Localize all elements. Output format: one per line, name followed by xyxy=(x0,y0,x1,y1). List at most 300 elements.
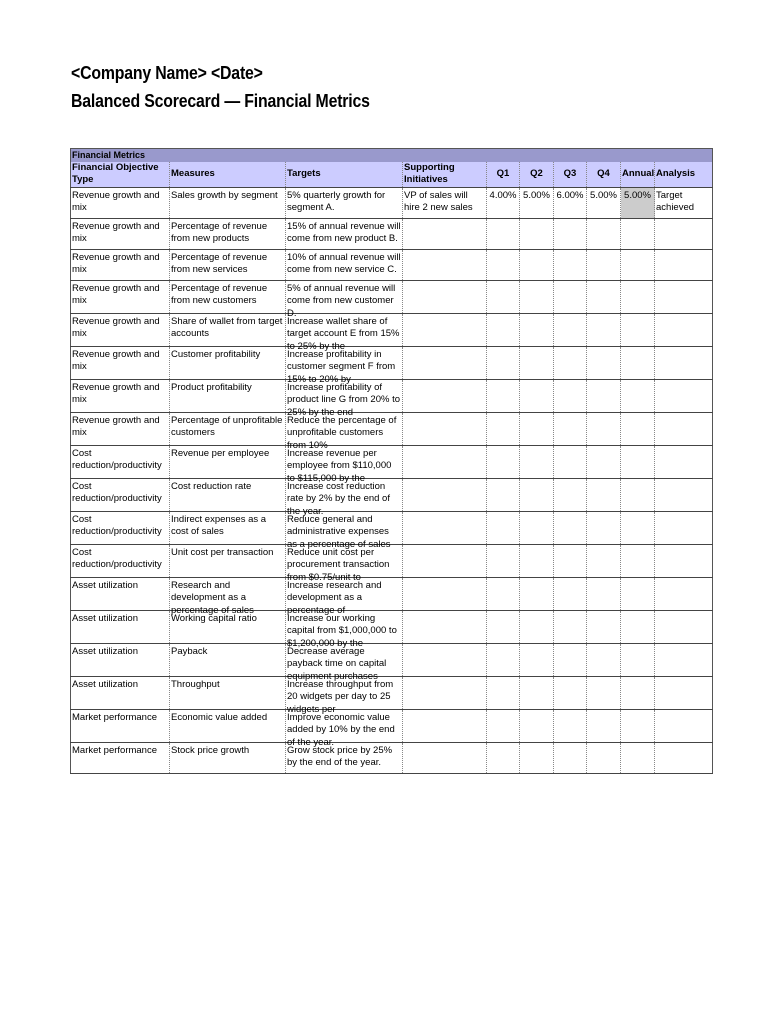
objective-type-cell[interactable] xyxy=(71,249,170,280)
q4-cell[interactable] xyxy=(587,610,621,643)
q3-cell[interactable] xyxy=(554,577,587,610)
target-cell[interactable] xyxy=(286,676,403,715)
analysis-cell[interactable] xyxy=(655,187,713,218)
measure-cell-text: Research and development as a percentage of sales xyxy=(171,579,254,616)
q1-cell-text xyxy=(488,644,518,646)
q1-cell-text xyxy=(488,512,518,514)
q3-cell[interactable] xyxy=(554,544,587,577)
q2-cell[interactable] xyxy=(520,478,554,511)
q1-cell[interactable] xyxy=(487,346,520,379)
annual-cell-text xyxy=(622,281,653,283)
analysis-cell[interactable] xyxy=(655,412,713,445)
q1-cell[interactable] xyxy=(487,280,520,313)
q4-cell[interactable] xyxy=(587,249,621,280)
q2-cell[interactable] xyxy=(520,346,554,379)
target-cell[interactable] xyxy=(286,610,403,649)
annual-cell[interactable] xyxy=(621,478,655,511)
q4-cell[interactable] xyxy=(587,313,621,346)
q2-cell[interactable] xyxy=(520,249,554,280)
header-q1[interactable]: Q1 xyxy=(487,162,520,188)
objective-type-cell[interactable] xyxy=(71,610,170,643)
target-cell-text: Grow stock price by 25% by the end of the year. xyxy=(287,744,393,768)
q1-cell-text xyxy=(488,611,518,613)
objective-type-cell-text: Market performance xyxy=(72,711,158,723)
annual-cell[interactable] xyxy=(621,511,655,544)
initiative-cell[interactable] xyxy=(403,313,487,346)
analysis-cell-text xyxy=(656,644,711,646)
objective-type-cell[interactable] xyxy=(71,709,170,742)
target-cell[interactable] xyxy=(286,346,403,385)
q2-cell[interactable] xyxy=(520,709,554,742)
q3-cell[interactable] xyxy=(554,643,587,676)
analysis-cell[interactable] xyxy=(655,313,713,346)
initiative-cell[interactable] xyxy=(403,643,487,676)
q3-cell-text xyxy=(555,578,585,580)
objective-type-cell[interactable] xyxy=(71,445,170,478)
target-cell-text: 5% quarterly growth for segment A. xyxy=(287,189,386,213)
q1-cell[interactable] xyxy=(487,249,520,280)
measure-cell-text: Stock price growth xyxy=(171,744,250,756)
q2-cell[interactable] xyxy=(520,187,554,218)
q3-cell[interactable] xyxy=(554,218,587,249)
q2-cell[interactable] xyxy=(520,742,554,773)
initiative-cell[interactable] xyxy=(403,280,487,313)
q4-cell[interactable] xyxy=(587,643,621,676)
q3-cell-text xyxy=(555,446,585,448)
q4-cell[interactable] xyxy=(587,577,621,610)
q2-cell[interactable] xyxy=(520,379,554,412)
target-cell[interactable] xyxy=(286,187,403,218)
analysis-cell[interactable] xyxy=(655,544,713,577)
annual-cell[interactable] xyxy=(621,379,655,412)
q1-cell[interactable] xyxy=(487,643,520,676)
q1-cell-text xyxy=(488,743,518,745)
analysis-cell[interactable] xyxy=(655,742,713,773)
initiative-cell[interactable] xyxy=(403,709,487,742)
analysis-cell-text xyxy=(656,250,711,252)
q2-cell-text xyxy=(521,578,552,580)
q3-cell[interactable] xyxy=(554,346,587,379)
column-header-row xyxy=(71,162,713,188)
measure-cell[interactable] xyxy=(170,249,286,280)
target-cell[interactable] xyxy=(286,445,403,484)
measure-cell[interactable] xyxy=(170,577,286,616)
q4-cell-text xyxy=(588,347,619,349)
analysis-cell[interactable] xyxy=(655,249,713,280)
target-cell-text: Improve economic value added by 10% by the end of the year. xyxy=(287,711,395,748)
q1-cell[interactable] xyxy=(487,379,520,412)
target-cell[interactable] xyxy=(286,577,403,616)
analysis-cell[interactable] xyxy=(655,643,713,676)
initiative-cell[interactable] xyxy=(403,218,487,249)
q3-cell[interactable] xyxy=(554,610,587,643)
target-cell[interactable] xyxy=(286,742,403,773)
table-row xyxy=(71,412,713,445)
q3-cell[interactable] xyxy=(554,511,587,544)
initiative-cell-text xyxy=(404,446,485,448)
target-cell[interactable] xyxy=(286,478,403,517)
objective-type-cell[interactable] xyxy=(71,478,170,511)
q3-cell-text xyxy=(555,250,585,252)
annual-cell[interactable] xyxy=(621,249,655,280)
header-supporting-initiatives[interactable]: Supporting Initiatives xyxy=(403,162,487,188)
q4-cell[interactable] xyxy=(587,478,621,511)
analysis-cell[interactable] xyxy=(655,280,713,313)
table-row xyxy=(71,187,713,218)
target-cell-text: Increase wallet share of target account E from 15% to 25% by the xyxy=(287,315,400,352)
initiative-cell[interactable] xyxy=(403,742,487,773)
objective-type-cell-text: Market performance xyxy=(72,744,158,756)
objective-type-cell[interactable] xyxy=(71,412,170,445)
objective-type-cell[interactable] xyxy=(71,511,170,544)
measure-cell[interactable] xyxy=(170,445,286,478)
header-q2[interactable]: Q2 xyxy=(520,162,554,188)
table-row xyxy=(71,249,713,280)
measure-cell-text: Unit cost per transaction xyxy=(171,546,274,558)
analysis-cell-text xyxy=(656,380,711,382)
q4-cell-text xyxy=(588,611,619,613)
analysis-cell[interactable] xyxy=(655,478,713,511)
target-cell[interactable] xyxy=(286,313,403,352)
q4-cell[interactable] xyxy=(587,742,621,773)
q1-cell[interactable] xyxy=(487,676,520,709)
annual-cell-text xyxy=(622,677,653,679)
analysis-cell[interactable] xyxy=(655,577,713,610)
q1-cell[interactable] xyxy=(487,313,520,346)
objective-type-cell[interactable] xyxy=(71,187,170,218)
initiative-cell[interactable] xyxy=(403,544,487,577)
initiative-cell-text xyxy=(404,743,485,745)
q1-cell[interactable] xyxy=(487,577,520,610)
header-analysis[interactable]: Analysis xyxy=(655,162,713,188)
q3-cell[interactable] xyxy=(554,445,587,478)
target-cell-text: Increase revenue per employee from $110,000 to $115,000 by the xyxy=(287,447,392,484)
measure-cell[interactable] xyxy=(170,676,286,709)
header-q3[interactable]: Q3 xyxy=(554,162,587,188)
target-cell[interactable] xyxy=(286,379,403,418)
q2-cell-text xyxy=(521,743,552,745)
measure-cell[interactable] xyxy=(170,610,286,643)
q2-cell[interactable] xyxy=(520,280,554,313)
q2-cell-text xyxy=(521,250,552,252)
q3-cell-text xyxy=(555,545,585,547)
annual-cell-text xyxy=(622,611,653,613)
analysis-cell[interactable] xyxy=(655,445,713,478)
annual-cell[interactable] xyxy=(621,544,655,577)
analysis-cell[interactable] xyxy=(655,218,713,249)
q4-cell[interactable] xyxy=(587,445,621,478)
q3-cell[interactable] xyxy=(554,478,587,511)
measure-cell-text: Share of wallet from target accounts xyxy=(171,315,283,339)
q1-cell[interactable] xyxy=(487,511,520,544)
q2-cell[interactable] xyxy=(520,577,554,610)
annual-cell-text xyxy=(622,250,653,252)
measure-cell[interactable] xyxy=(170,379,286,412)
q1-cell-text xyxy=(488,479,518,481)
header-q4[interactable]: Q4 xyxy=(587,162,621,188)
q3-cell-text xyxy=(555,710,585,712)
objective-type-cell[interactable] xyxy=(71,379,170,412)
annual-cell[interactable] xyxy=(621,610,655,643)
q1-cell[interactable] xyxy=(487,445,520,478)
objective-type-cell[interactable] xyxy=(71,742,170,773)
q1-cell[interactable] xyxy=(487,218,520,249)
q4-cell-text xyxy=(588,479,619,481)
q1-cell[interactable] xyxy=(487,187,520,218)
measure-cell[interactable] xyxy=(170,742,286,773)
table-row xyxy=(71,478,713,511)
q2-cell-text xyxy=(521,446,552,448)
objective-type-cell[interactable] xyxy=(71,346,170,379)
annual-cell[interactable] xyxy=(621,709,655,742)
table-row xyxy=(71,280,713,313)
annual-cell[interactable] xyxy=(621,445,655,478)
q4-cell-text xyxy=(588,710,619,712)
q4-cell-text xyxy=(588,314,619,316)
annual-cell[interactable] xyxy=(621,742,655,773)
measure-cell[interactable] xyxy=(170,346,286,379)
target-cell[interactable] xyxy=(286,218,403,249)
q3-cell-text xyxy=(555,314,585,316)
target-cell[interactable] xyxy=(286,280,403,319)
q2-cell[interactable] xyxy=(520,412,554,445)
initiative-cell[interactable] xyxy=(403,511,487,544)
initiative-cell[interactable] xyxy=(403,478,487,511)
q3-cell-text xyxy=(555,743,585,745)
q1-cell-text xyxy=(488,314,518,316)
target-cell-text: Increase profitability of product line G from 20% to 25% by the end xyxy=(287,381,400,418)
q2-cell[interactable] xyxy=(520,218,554,249)
annual-cell-text xyxy=(622,413,653,415)
q1-cell[interactable] xyxy=(487,544,520,577)
q3-cell[interactable] xyxy=(554,313,587,346)
measure-cell[interactable] xyxy=(170,544,286,577)
target-cell[interactable] xyxy=(286,412,403,451)
initiative-cell[interactable] xyxy=(403,676,487,709)
measure-cell[interactable] xyxy=(170,313,286,346)
analysis-cell-text xyxy=(656,743,711,745)
objective-type-cell[interactable] xyxy=(71,280,170,313)
measure-cell[interactable] xyxy=(170,478,286,511)
initiative-cell-text xyxy=(404,677,485,679)
q3-cell-text xyxy=(555,347,585,349)
q2-cell[interactable] xyxy=(520,445,554,478)
analysis-cell[interactable] xyxy=(655,676,713,709)
q1-cell-text xyxy=(488,578,518,580)
annual-cell[interactable] xyxy=(621,346,655,379)
q2-cell-text xyxy=(521,314,552,316)
header-annual[interactable]: Annual xyxy=(621,162,655,188)
q2-cell[interactable] xyxy=(520,610,554,643)
q4-cell-text xyxy=(588,446,619,448)
initiative-cell-text xyxy=(404,347,485,349)
q2-cell[interactable] xyxy=(520,643,554,676)
objective-type-cell[interactable] xyxy=(71,544,170,577)
annual-cell-text xyxy=(622,446,653,448)
annual-cell[interactable] xyxy=(621,412,655,445)
objective-type-cell-text: Cost reduction/productivity xyxy=(72,447,162,471)
target-cell-text: Decrease average payback time on capital equipment purchases xyxy=(287,645,387,682)
initiative-cell[interactable] xyxy=(403,187,487,218)
measure-cell-text: Percentage of unprofitable customers xyxy=(171,414,283,438)
objective-type-cell[interactable] xyxy=(71,676,170,709)
scorecard-title: Balanced Scorecard — Financial Metrics xyxy=(71,91,370,111)
header-objective-type[interactable]: Financial Objective Type xyxy=(71,162,170,188)
q3-cell[interactable] xyxy=(554,412,587,445)
objective-type-cell[interactable] xyxy=(71,577,170,610)
q4-cell[interactable] xyxy=(587,412,621,445)
initiative-cell[interactable] xyxy=(403,577,487,610)
section-label[interactable]: Financial Metrics xyxy=(71,149,713,162)
table-row xyxy=(71,313,713,346)
initiative-cell[interactable] xyxy=(403,249,487,280)
table-row xyxy=(71,544,713,577)
q3-cell[interactable] xyxy=(554,676,587,709)
target-cell-text: Increase cost reduction rate by 2% by the end of the year. xyxy=(287,480,390,517)
initiative-cell[interactable] xyxy=(403,346,487,379)
measure-cell[interactable] xyxy=(170,412,286,445)
q2-cell[interactable] xyxy=(520,313,554,346)
q2-cell-text xyxy=(521,611,552,613)
analysis-cell-text xyxy=(656,413,711,415)
objective-type-cell[interactable] xyxy=(71,643,170,676)
target-cell[interactable] xyxy=(286,709,403,748)
q3-cell-text xyxy=(555,479,585,481)
annual-cell-text xyxy=(622,314,653,316)
q1-cell-text xyxy=(488,380,518,382)
analysis-cell[interactable] xyxy=(655,346,713,379)
objective-type-cell-text: Asset utilization xyxy=(72,612,139,624)
q1-cell-text xyxy=(488,677,518,679)
q3-cell[interactable] xyxy=(554,280,587,313)
q3-cell-text xyxy=(555,677,585,679)
initiative-cell[interactable] xyxy=(403,379,487,412)
initiative-cell-text xyxy=(404,545,485,547)
annual-cell-text xyxy=(622,512,653,514)
annual-cell[interactable] xyxy=(621,676,655,709)
q4-cell[interactable] xyxy=(587,511,621,544)
q3-cell[interactable] xyxy=(554,249,587,280)
q4-cell[interactable] xyxy=(587,676,621,709)
q3-cell[interactable] xyxy=(554,709,587,742)
q4-cell[interactable] xyxy=(587,544,621,577)
table-row xyxy=(71,346,713,379)
target-cell-text: Increase throughput from 20 widgets per day to 25 widgets per xyxy=(287,678,394,715)
annual-cell-text: 5.00% xyxy=(624,189,651,201)
objective-type-cell-text: Cost reduction/productivity xyxy=(72,513,162,537)
q4-cell[interactable] xyxy=(587,280,621,313)
header-measures[interactable]: Measures xyxy=(170,162,286,188)
initiative-cell[interactable] xyxy=(403,412,487,445)
annual-cell[interactable] xyxy=(621,187,655,218)
measure-cell-text: Working capital ratio xyxy=(171,612,257,624)
annual-cell[interactable] xyxy=(621,577,655,610)
analysis-cell[interactable] xyxy=(655,379,713,412)
table-row xyxy=(71,577,713,610)
measure-cell[interactable] xyxy=(170,643,286,676)
q4-cell[interactable] xyxy=(587,709,621,742)
q3-cell[interactable] xyxy=(554,379,587,412)
analysis-cell[interactable] xyxy=(655,610,713,643)
analysis-cell-text xyxy=(656,446,711,448)
q4-cell[interactable] xyxy=(587,218,621,249)
objective-type-cell-text: Revenue growth and mix xyxy=(72,315,160,339)
measure-cell-text: Economic value added xyxy=(171,711,268,723)
q1-cell[interactable] xyxy=(487,742,520,773)
q2-cell-text xyxy=(521,219,552,221)
analysis-cell[interactable] xyxy=(655,709,713,742)
measure-cell[interactable] xyxy=(170,218,286,249)
measure-cell[interactable] xyxy=(170,280,286,313)
initiative-cell-text xyxy=(404,413,485,415)
q3-cell-text xyxy=(555,611,585,613)
q4-cell[interactable] xyxy=(587,346,621,379)
measure-cell[interactable] xyxy=(170,511,286,544)
q4-cell[interactable] xyxy=(587,187,621,218)
measure-cell-text: Payback xyxy=(171,645,208,657)
target-cell[interactable] xyxy=(286,249,403,280)
analysis-cell[interactable] xyxy=(655,511,713,544)
initiative-cell-text xyxy=(404,250,485,252)
initiative-cell[interactable] xyxy=(403,445,487,478)
q1-cell[interactable] xyxy=(487,478,520,511)
annual-cell[interactable] xyxy=(621,218,655,249)
target-cell-text: Increase research and development as a percentage of xyxy=(287,579,382,616)
q3-cell[interactable] xyxy=(554,742,587,773)
table-row xyxy=(71,709,713,742)
q2-cell-text xyxy=(521,677,552,679)
annual-cell[interactable] xyxy=(621,643,655,676)
annual-cell[interactable] xyxy=(621,280,655,313)
analysis-cell-text xyxy=(656,677,711,679)
q1-cell[interactable] xyxy=(487,709,520,742)
q2-cell[interactable] xyxy=(520,511,554,544)
measure-cell[interactable] xyxy=(170,187,286,218)
header-targets[interactable]: Targets xyxy=(286,162,403,188)
section-header-row xyxy=(71,149,713,162)
objective-type-cell-text: Cost reduction/productivity xyxy=(72,546,162,570)
q4-cell-text xyxy=(588,250,619,252)
annual-cell-text xyxy=(622,219,653,221)
target-cell[interactable] xyxy=(286,511,403,550)
q2-cell[interactable] xyxy=(520,544,554,577)
target-cell-text: 15% of annual revenue will come from new product B. xyxy=(287,220,401,244)
measure-cell-text: Percentage of revenue from new customers xyxy=(171,282,268,306)
measure-cell[interactable] xyxy=(170,709,286,742)
annual-cell-text xyxy=(622,479,653,481)
table-row xyxy=(71,218,713,249)
annual-cell-text xyxy=(622,347,653,349)
q3-cell[interactable] xyxy=(554,187,587,218)
annual-cell[interactable] xyxy=(621,313,655,346)
q4-cell[interactable] xyxy=(587,379,621,412)
q2-cell-text xyxy=(521,347,552,349)
target-cell[interactable] xyxy=(286,643,403,682)
q2-cell-text: 5.00% xyxy=(523,189,550,201)
q1-cell[interactable] xyxy=(487,412,520,445)
analysis-cell-text xyxy=(656,347,711,349)
target-cell-text: Increase our working capital from $1,000,000 to $1,200,000 by the xyxy=(287,612,397,649)
q4-cell-text xyxy=(588,380,619,382)
q1-cell[interactable] xyxy=(487,610,520,643)
table-row xyxy=(71,445,713,478)
initiative-cell[interactable] xyxy=(403,610,487,643)
q2-cell[interactable] xyxy=(520,676,554,709)
objective-type-cell[interactable] xyxy=(71,218,170,249)
objective-type-cell-text: Revenue growth and mix xyxy=(72,189,160,213)
objective-type-cell[interactable] xyxy=(71,313,170,346)
q3-cell-text xyxy=(555,644,585,646)
